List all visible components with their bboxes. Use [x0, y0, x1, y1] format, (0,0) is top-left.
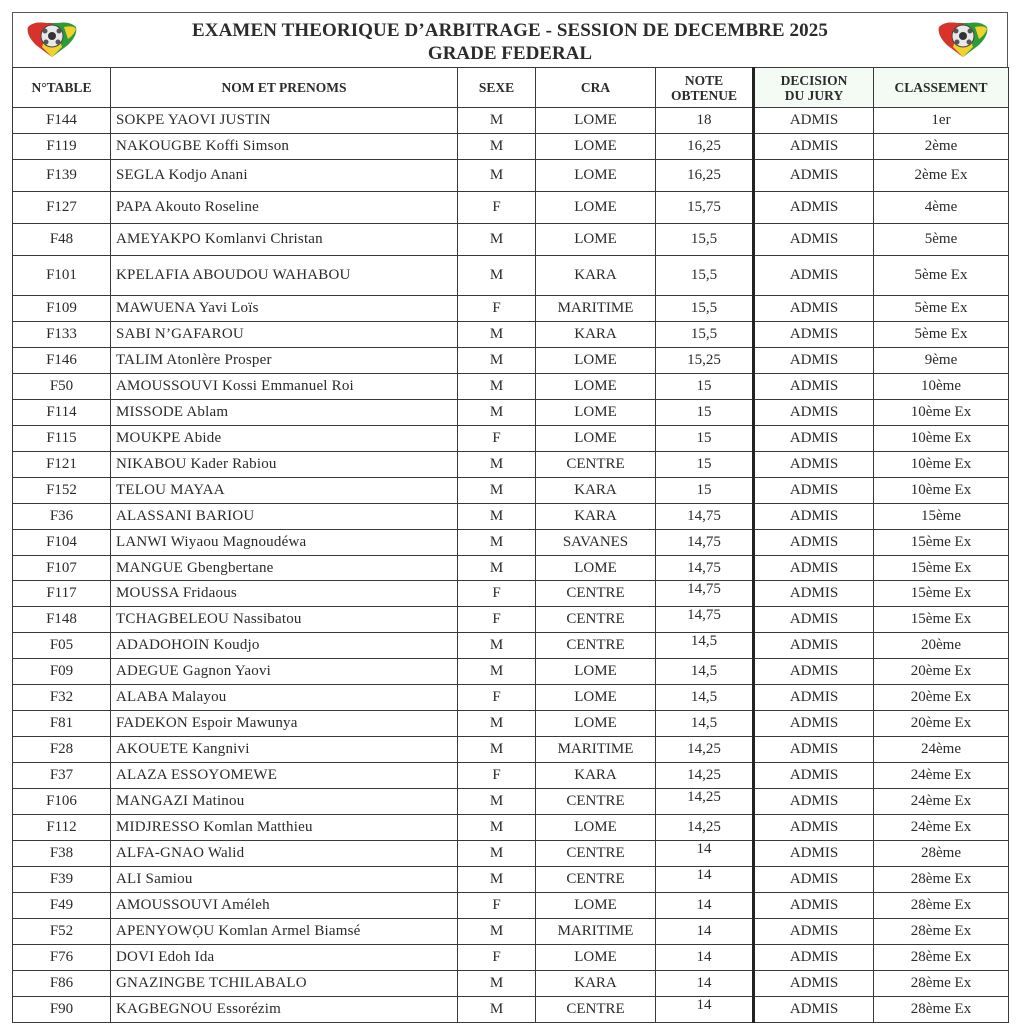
sex-cell: M [458, 737, 536, 763]
ranking-cell: 5ème Ex [874, 256, 1009, 296]
table-number-cell: F144 [13, 108, 111, 134]
note-cell: 14,25 [656, 815, 754, 841]
column-header-name: NOM ET PRENOMS [111, 68, 458, 108]
cra-cell: MARITIME [536, 296, 656, 322]
note-cell: 18 [656, 108, 754, 134]
table-row [13, 348, 1009, 374]
table-number-cell: F115 [13, 426, 111, 452]
cra-cell: LOME [536, 134, 656, 160]
cra-cell: LOME [536, 160, 656, 192]
sex-cell: F [458, 296, 536, 322]
ranking-cell: 15ème Ex [874, 607, 1009, 633]
decision-cell: ADMIS [754, 478, 874, 504]
table-row [13, 224, 1009, 256]
note-cell: 15 [656, 478, 754, 504]
name-cell: TCHAGBELEOU Nassibatou [111, 607, 458, 633]
sex-cell: M [458, 867, 536, 893]
column-header-decision: DECISION DU JURY [754, 68, 874, 108]
table-number-cell: F106 [13, 789, 111, 815]
cra-cell: LOME [536, 815, 656, 841]
sex-cell: M [458, 504, 536, 530]
cra-cell: LOME [536, 426, 656, 452]
ranking-cell: 24ème Ex [874, 815, 1009, 841]
table-row [13, 737, 1009, 763]
table-number-cell: F32 [13, 685, 111, 711]
sex-cell: F [458, 893, 536, 919]
document-title: EXAMEN THEORIQUE D’ARBITRAGE - SESSION DE DECEMBRE 2025 [192, 20, 828, 41]
table-row [13, 841, 1009, 867]
ranking-cell: 28ème [874, 841, 1009, 867]
sex-cell: M [458, 224, 536, 256]
note-cell: 14 [656, 945, 754, 971]
decision-cell: ADMIS [754, 374, 874, 400]
name-cell: MANGUE Gbengbertane [111, 556, 458, 581]
decision-cell: ADMIS [754, 659, 874, 685]
table-number-cell: F127 [13, 192, 111, 224]
note-cell: 16,25 [656, 134, 754, 160]
table-number-cell: F114 [13, 400, 111, 426]
decision-cell: ADMIS [754, 426, 874, 452]
ranking-cell: 28ème Ex [874, 893, 1009, 919]
table-row [13, 685, 1009, 711]
decision-cell: ADMIS [754, 685, 874, 711]
decision-cell: ADMIS [754, 192, 874, 224]
ranking-cell: 20ème [874, 633, 1009, 659]
decision-cell: ADMIS [754, 893, 874, 919]
table-number-cell: F152 [13, 478, 111, 504]
name-cell: MISSODE Ablam [111, 400, 458, 426]
ranking-cell: 15ème [874, 504, 1009, 530]
sex-cell: M [458, 374, 536, 400]
sex-cell: M [458, 400, 536, 426]
cra-cell: LOME [536, 945, 656, 971]
table-header-row [13, 68, 1009, 108]
ranking-cell: 10ème Ex [874, 478, 1009, 504]
cra-cell: CENTRE [536, 997, 656, 1023]
name-cell: SABI N’GAFAROU [111, 322, 458, 348]
ranking-cell: 5ème Ex [874, 322, 1009, 348]
table-row [13, 867, 1009, 893]
table-row [13, 971, 1009, 997]
sex-cell: M [458, 841, 536, 867]
table-row [13, 452, 1009, 478]
ranking-cell: 20ème Ex [874, 711, 1009, 737]
cra-cell: MARITIME [536, 919, 656, 945]
decision-cell: ADMIS [754, 789, 874, 815]
decision-cell: ADMIS [754, 737, 874, 763]
cra-cell: LOME [536, 374, 656, 400]
decision-cell: ADMIS [754, 108, 874, 134]
note-cell: 15,25 [656, 348, 754, 374]
ranking-cell: 20ème Ex [874, 685, 1009, 711]
table-number-cell: F101 [13, 256, 111, 296]
decision-cell: ADMIS [754, 160, 874, 192]
sex-cell: M [458, 556, 536, 581]
decision-cell: ADMIS [754, 841, 874, 867]
table-row [13, 134, 1009, 160]
ranking-cell: 10ème Ex [874, 452, 1009, 478]
note-cell: 14,5 [656, 659, 754, 685]
name-cell: MANGAZI Matinou [111, 789, 458, 815]
cra-cell: LOME [536, 556, 656, 581]
cra-cell: LOME [536, 108, 656, 134]
note-cell: 14 [656, 867, 754, 893]
table-number-cell: F90 [13, 997, 111, 1023]
note-cell: 14 [656, 997, 754, 1023]
results-table [12, 67, 1009, 1023]
note-cell: 14,75 [656, 607, 754, 633]
table-row [13, 711, 1009, 737]
sex-cell: M [458, 108, 536, 134]
sex-cell: M [458, 256, 536, 296]
table-number-cell: F09 [13, 659, 111, 685]
table-row [13, 581, 1009, 607]
table-number-cell: F81 [13, 711, 111, 737]
table-number-cell: F133 [13, 322, 111, 348]
name-cell: ADADOHOIN Koudjo [111, 633, 458, 659]
sex-cell: M [458, 789, 536, 815]
football-federation-logo-icon [935, 19, 991, 59]
cra-cell: LOME [536, 893, 656, 919]
table-row [13, 108, 1009, 134]
sex-cell: M [458, 815, 536, 841]
cra-cell: CENTRE [536, 607, 656, 633]
document-header [12, 12, 1008, 67]
ranking-cell: 28ème Ex [874, 919, 1009, 945]
ranking-cell: 24ème [874, 737, 1009, 763]
table-number-cell: F139 [13, 160, 111, 192]
ranking-cell: 4ème [874, 192, 1009, 224]
sex-cell: M [458, 919, 536, 945]
table-row [13, 997, 1009, 1023]
table-number-cell: F107 [13, 556, 111, 581]
sex-cell: F [458, 763, 536, 789]
decision-cell: ADMIS [754, 633, 874, 659]
table-row [13, 530, 1009, 556]
table-number-cell: F49 [13, 893, 111, 919]
sex-cell: M [458, 478, 536, 504]
note-cell: 16,25 [656, 160, 754, 192]
note-cell: 14 [656, 971, 754, 997]
table-row [13, 322, 1009, 348]
name-cell: DOVI Edoh Ida [111, 945, 458, 971]
table-row [13, 659, 1009, 685]
name-cell: APENYOWỌU Komlan Armel Biamsé [111, 919, 458, 945]
table-number-cell: F05 [13, 633, 111, 659]
table-row [13, 478, 1009, 504]
name-cell: NIKABOU Kader Rabiou [111, 452, 458, 478]
cra-cell: KARA [536, 971, 656, 997]
note-cell: 14,5 [656, 711, 754, 737]
ranking-cell: 28ème Ex [874, 945, 1009, 971]
cra-cell: CENTRE [536, 633, 656, 659]
decision-cell: ADMIS [754, 400, 874, 426]
name-cell: LANWI Wiyaou Magnoudéwa [111, 530, 458, 556]
sex-cell: F [458, 426, 536, 452]
ranking-cell: 10ème Ex [874, 400, 1009, 426]
cra-cell: LOME [536, 192, 656, 224]
note-cell: 14,25 [656, 763, 754, 789]
table-number-cell: F146 [13, 348, 111, 374]
table-number-cell: F104 [13, 530, 111, 556]
note-cell: 14,75 [656, 504, 754, 530]
table-number-cell: F148 [13, 607, 111, 633]
name-cell: ALFA-GNAO Walid [111, 841, 458, 867]
column-header-ranking: CLASSEMENT [874, 68, 1009, 108]
ranking-cell: 28ème Ex [874, 867, 1009, 893]
sex-cell: M [458, 530, 536, 556]
note-cell: 14,75 [656, 581, 754, 607]
name-cell: MAWUENA Yavi Loïs [111, 296, 458, 322]
cra-cell: KARA [536, 256, 656, 296]
sex-cell: M [458, 160, 536, 192]
column-header-cra: CRA [536, 68, 656, 108]
decision-cell: ADMIS [754, 997, 874, 1023]
name-cell: ALABA Malayou [111, 685, 458, 711]
cra-cell: CENTRE [536, 789, 656, 815]
table-row [13, 893, 1009, 919]
table-number-cell: F119 [13, 134, 111, 160]
ranking-cell: 10ème Ex [874, 426, 1009, 452]
decision-cell: ADMIS [754, 296, 874, 322]
note-cell: 15,5 [656, 256, 754, 296]
table-number-cell: F39 [13, 867, 111, 893]
decision-cell: ADMIS [754, 530, 874, 556]
ranking-cell: 24ème Ex [874, 789, 1009, 815]
table-row [13, 426, 1009, 452]
note-cell: 14 [656, 919, 754, 945]
name-cell: FADEKON Espoir Mawunya [111, 711, 458, 737]
table-number-cell: F48 [13, 224, 111, 256]
table-number-cell: F76 [13, 945, 111, 971]
note-cell: 15,5 [656, 296, 754, 322]
cra-cell: LOME [536, 348, 656, 374]
ranking-cell: 2ème Ex [874, 160, 1009, 192]
name-cell: AMEYAKPO Komlanvi Christan [111, 224, 458, 256]
cra-cell: LOME [536, 659, 656, 685]
note-cell: 14,5 [656, 633, 754, 659]
table-row [13, 763, 1009, 789]
cra-cell: KARA [536, 322, 656, 348]
cra-cell: CENTRE [536, 867, 656, 893]
cra-cell: LOME [536, 711, 656, 737]
name-cell: KPELAFIA ABOUDOU WAHABOU [111, 256, 458, 296]
table-number-cell: F86 [13, 971, 111, 997]
decision-cell: ADMIS [754, 322, 874, 348]
note-cell: 15 [656, 400, 754, 426]
name-cell: NAKOUGBE Koffi Simson [111, 134, 458, 160]
note-cell: 14 [656, 841, 754, 867]
table-number-cell: F52 [13, 919, 111, 945]
decision-cell: ADMIS [754, 504, 874, 530]
name-cell: TELOU MAYAA [111, 478, 458, 504]
note-cell: 14,25 [656, 789, 754, 815]
ranking-cell: 24ème Ex [874, 763, 1009, 789]
name-cell: GNAZINGBE TCHILABALO [111, 971, 458, 997]
cra-cell: CENTRE [536, 452, 656, 478]
note-cell: 15 [656, 426, 754, 452]
table-number-cell: F37 [13, 763, 111, 789]
cra-cell: MARITIME [536, 737, 656, 763]
decision-cell: ADMIS [754, 867, 874, 893]
table-number-cell: F50 [13, 374, 111, 400]
name-cell: AMOUSSOUVI Améleh [111, 893, 458, 919]
decision-cell: ADMIS [754, 134, 874, 160]
note-cell: 14,5 [656, 685, 754, 711]
table-row [13, 160, 1009, 192]
name-cell: SOKPE YAOVI JUSTIN [111, 108, 458, 134]
sex-cell: M [458, 348, 536, 374]
cra-cell: LOME [536, 224, 656, 256]
table-row [13, 556, 1009, 581]
table-row [13, 296, 1009, 322]
decision-cell: ADMIS [754, 581, 874, 607]
sex-cell: F [458, 685, 536, 711]
cra-cell: KARA [536, 504, 656, 530]
table-row [13, 400, 1009, 426]
ranking-cell: 2ème [874, 134, 1009, 160]
note-cell: 15 [656, 374, 754, 400]
sex-cell: M [458, 633, 536, 659]
ranking-cell: 28ème Ex [874, 997, 1009, 1023]
table-number-cell: F28 [13, 737, 111, 763]
table-number-cell: F117 [13, 581, 111, 607]
note-cell: 15 [656, 452, 754, 478]
table-row [13, 789, 1009, 815]
decision-cell: ADMIS [754, 452, 874, 478]
note-cell: 15,5 [656, 322, 754, 348]
cra-cell: SAVANES [536, 530, 656, 556]
table-row [13, 256, 1009, 296]
note-cell: 14,75 [656, 556, 754, 581]
column-header-note: NOTE OBTENUE [656, 68, 754, 108]
sex-cell: F [458, 192, 536, 224]
ranking-cell: 20ème Ex [874, 659, 1009, 685]
name-cell: ADEGUE Gagnon Yaovi [111, 659, 458, 685]
name-cell: ALASSANI BARIOU [111, 504, 458, 530]
table-row [13, 607, 1009, 633]
name-cell: ALI Samiou [111, 867, 458, 893]
decision-cell: ADMIS [754, 971, 874, 997]
ranking-cell: 15ème Ex [874, 530, 1009, 556]
note-cell: 14,25 [656, 737, 754, 763]
sex-cell: M [458, 134, 536, 160]
cra-cell: LOME [536, 400, 656, 426]
name-cell: ALAZA ESSOYOMEWE [111, 763, 458, 789]
table-row [13, 192, 1009, 224]
column-header-table-number: N°TABLE [13, 68, 111, 108]
ranking-cell: 10ème [874, 374, 1009, 400]
name-cell: MIDJRESSO Komlan Matthieu [111, 815, 458, 841]
sex-cell: M [458, 659, 536, 685]
document-subtitle: GRADE FEDERAL [427, 43, 593, 64]
decision-cell: ADMIS [754, 224, 874, 256]
ranking-cell: 15ème Ex [874, 556, 1009, 581]
table-number-cell: F121 [13, 452, 111, 478]
cra-cell: CENTRE [536, 841, 656, 867]
name-cell: PAPA Akouto Roseline [111, 192, 458, 224]
table-row [13, 504, 1009, 530]
table-number-cell: F109 [13, 296, 111, 322]
name-cell: SEGLA Kodjo Anani [111, 160, 458, 192]
note-cell: 14,75 [656, 530, 754, 556]
name-cell: TALIM Atonlère Prosper [111, 348, 458, 374]
decision-cell: ADMIS [754, 348, 874, 374]
sex-cell: F [458, 581, 536, 607]
name-cell: MOUKPE Abide [111, 426, 458, 452]
decision-cell: ADMIS [754, 256, 874, 296]
ranking-cell: 9ème [874, 348, 1009, 374]
table-number-cell: F112 [13, 815, 111, 841]
sex-cell: F [458, 945, 536, 971]
cra-cell: KARA [536, 763, 656, 789]
decision-cell: ADMIS [754, 815, 874, 841]
cra-cell: CENTRE [536, 581, 656, 607]
table-number-cell: F36 [13, 504, 111, 530]
decision-cell: ADMIS [754, 607, 874, 633]
table-row [13, 633, 1009, 659]
sex-cell: M [458, 971, 536, 997]
results-table-body [13, 108, 1009, 1023]
sex-cell: M [458, 452, 536, 478]
name-cell: AKOUETE Kangnivi [111, 737, 458, 763]
decision-cell: ADMIS [754, 763, 874, 789]
table-row [13, 815, 1009, 841]
decision-cell: ADMIS [754, 945, 874, 971]
sex-cell: F [458, 607, 536, 633]
cra-cell: LOME [536, 685, 656, 711]
note-cell: 14 [656, 893, 754, 919]
ranking-cell: 1er [874, 108, 1009, 134]
decision-cell: ADMIS [754, 556, 874, 581]
sex-cell: M [458, 711, 536, 737]
sex-cell: M [458, 322, 536, 348]
column-header-sex: SEXE [458, 68, 536, 108]
name-cell: AMOUSSOUVI Kossi Emmanuel Roi [111, 374, 458, 400]
ranking-cell: 15ème Ex [874, 581, 1009, 607]
name-cell: KAGBEGNOU Essorézim [111, 997, 458, 1023]
note-cell: 15,5 [656, 224, 754, 256]
table-number-cell: F38 [13, 841, 111, 867]
table-row [13, 945, 1009, 971]
table-row [13, 919, 1009, 945]
table-row [13, 374, 1009, 400]
ranking-cell: 28ème Ex [874, 971, 1009, 997]
ranking-cell: 5ème [874, 224, 1009, 256]
ranking-cell: 5ème Ex [874, 296, 1009, 322]
cra-cell: KARA [536, 478, 656, 504]
name-cell: MOUSSA Fridaous [111, 581, 458, 607]
sex-cell: M [458, 997, 536, 1023]
decision-cell: ADMIS [754, 711, 874, 737]
note-cell: 15,75 [656, 192, 754, 224]
decision-cell: ADMIS [754, 919, 874, 945]
